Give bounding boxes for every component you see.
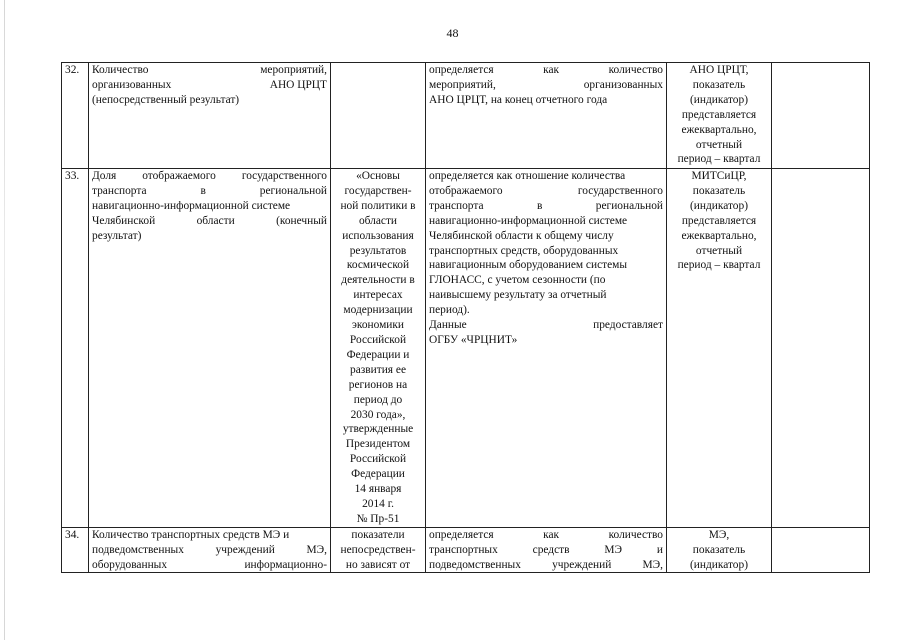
basis-cell bbox=[331, 527, 426, 573]
indicator-name-word: региональной bbox=[259, 184, 327, 197]
indicator-name-word: информационно- bbox=[244, 558, 327, 571]
basis-line: показатели bbox=[351, 528, 405, 541]
method-word: ГЛОНАСС, с учетом сезонности (по bbox=[429, 274, 606, 287]
indicator-name-word: транспорта bbox=[92, 184, 147, 197]
indicator-name-word: мероприятий, bbox=[260, 64, 327, 76]
method-word: и bbox=[656, 543, 663, 556]
indicator-name-line bbox=[92, 528, 327, 543]
method-word: транспорта bbox=[429, 199, 484, 212]
indicator-name-line bbox=[92, 63, 327, 78]
method-word: учреждений bbox=[552, 558, 612, 571]
basis-line: использования bbox=[342, 229, 414, 242]
indicator-name-word: в bbox=[200, 184, 206, 197]
method-word: АНО ЦРЦТ, на конец отчетного года bbox=[429, 93, 608, 106]
method-line bbox=[429, 199, 663, 214]
method-word: период). bbox=[429, 304, 470, 317]
method-line bbox=[429, 63, 663, 78]
basis-line: Федерации и bbox=[346, 348, 410, 361]
method-word: Челябинской области к общему числу bbox=[429, 229, 614, 242]
indicator-name-line bbox=[92, 214, 327, 229]
responsible-line: ежеквартально, bbox=[681, 123, 757, 136]
row-number: 33. bbox=[62, 169, 89, 528]
method-line bbox=[429, 169, 663, 184]
responsible-line: (индикатор) bbox=[689, 93, 748, 106]
responsible-line: представляется bbox=[681, 214, 757, 227]
method-line bbox=[429, 288, 663, 303]
basis-line: ной политики в bbox=[340, 199, 416, 212]
table-row bbox=[62, 527, 870, 573]
indicator-name-word: результат) bbox=[92, 229, 142, 242]
indicator-name-line bbox=[92, 184, 327, 199]
method-word: организованных bbox=[583, 78, 663, 91]
method-word: в bbox=[536, 199, 543, 212]
method-line bbox=[429, 214, 663, 229]
basis-line: космической bbox=[346, 259, 410, 272]
method-line bbox=[429, 303, 663, 318]
responsible-line: АНО ЦРЦТ, bbox=[689, 64, 749, 76]
responsible-line: период – квартал bbox=[677, 259, 761, 272]
indicator-name-cell bbox=[89, 63, 331, 169]
method-word: предоставляет bbox=[593, 319, 663, 332]
method-line bbox=[429, 273, 663, 288]
responsible-cell bbox=[667, 527, 772, 573]
basis-cell bbox=[331, 169, 426, 528]
basis-line: период до bbox=[353, 393, 403, 406]
method-word: государственного bbox=[577, 184, 663, 197]
table-row bbox=[62, 169, 870, 528]
basis-line: Российской bbox=[349, 333, 407, 346]
indicator-name-line bbox=[92, 558, 327, 573]
method-word: транспортных bbox=[429, 543, 498, 556]
empty-cell bbox=[772, 527, 870, 573]
responsible-cell bbox=[667, 63, 772, 169]
row-number: 34. bbox=[62, 527, 89, 573]
indicator-name-word: МЭ, bbox=[306, 543, 327, 556]
method-cell bbox=[426, 63, 667, 169]
basis-line: экономики bbox=[351, 319, 405, 332]
method-word: определяется как отношение количества bbox=[429, 170, 626, 182]
method-word: количество bbox=[608, 528, 663, 541]
basis-line: непосредствен- bbox=[340, 543, 416, 556]
basis-line: регионов на bbox=[348, 378, 408, 391]
responsible-cell bbox=[667, 169, 772, 528]
indicator-name-word: области bbox=[196, 214, 235, 227]
indicator-name-word: (непосредственный результат) bbox=[92, 93, 240, 106]
indicator-name-word: навигационно-информационной системе bbox=[92, 199, 291, 212]
responsible-line: представляется bbox=[681, 108, 757, 121]
method-line bbox=[429, 528, 663, 543]
method-line bbox=[429, 229, 663, 244]
responsible-line: МИТСиЦР, bbox=[691, 170, 747, 182]
method-word: как bbox=[543, 64, 560, 76]
basis-line: «Основы bbox=[356, 170, 400, 182]
method-cell bbox=[426, 527, 667, 573]
indicator-name-line bbox=[92, 543, 327, 558]
basis-line: 14 января bbox=[354, 483, 402, 496]
responsible-line: показатель bbox=[692, 543, 746, 556]
basis-line: деятельности в bbox=[341, 274, 415, 287]
method-line bbox=[429, 258, 663, 273]
indicators-table bbox=[61, 62, 870, 573]
basis-line: Федерации bbox=[351, 468, 405, 481]
responsible-line: отчетный bbox=[695, 244, 743, 257]
table-row bbox=[62, 63, 870, 169]
method-word: МЭ, bbox=[642, 558, 663, 571]
scan-edge-shadow bbox=[4, 0, 5, 640]
responsible-line: (индикатор) bbox=[689, 558, 748, 571]
basis-line: области bbox=[358, 214, 398, 227]
basis-line: интересах bbox=[353, 289, 403, 302]
method-line bbox=[429, 184, 663, 199]
indicator-name-line bbox=[92, 78, 327, 93]
method-word: наивысшему результату за отчетный bbox=[429, 289, 607, 302]
indicator-name-word: Количество bbox=[92, 64, 149, 76]
responsible-line: показатель bbox=[692, 78, 746, 91]
method-line bbox=[429, 93, 663, 108]
indicator-name-word: подведомственных bbox=[92, 543, 184, 556]
indicator-name-word: (конечный bbox=[276, 214, 327, 227]
method-word: мероприятий, bbox=[429, 78, 496, 91]
indicator-name-word: Челябинской bbox=[92, 214, 156, 227]
method-word: определяется bbox=[429, 528, 494, 541]
method-word: ОГБУ «ЧРЦНИТ» bbox=[429, 333, 518, 346]
basis-line: 2030 года», bbox=[350, 408, 406, 421]
indicator-name-word: организованных bbox=[92, 78, 172, 91]
indicator-name-word: Количество транспортных средств МЭ и bbox=[92, 528, 290, 541]
empty-cell bbox=[772, 169, 870, 528]
method-line bbox=[429, 333, 663, 348]
method-word: количество bbox=[608, 64, 663, 76]
indicator-name-word: учреждений bbox=[215, 543, 275, 556]
row-number: 32. bbox=[62, 63, 89, 169]
basis-line: государствен- bbox=[344, 184, 412, 197]
method-word: средств bbox=[532, 543, 570, 556]
responsible-line: МЭ, bbox=[708, 528, 730, 541]
indicator-name-line bbox=[92, 229, 327, 244]
basis-line: развития ее bbox=[350, 363, 406, 376]
indicator-name-word: Доля bbox=[92, 170, 117, 182]
method-word: определяется bbox=[429, 64, 494, 76]
basis-line: Российской bbox=[349, 453, 407, 466]
indicator-name-line bbox=[92, 93, 327, 108]
method-word: транспортных средств, оборудованных bbox=[429, 244, 619, 257]
method-word: навигационным оборудованием системы bbox=[429, 259, 628, 272]
responsible-line: период – квартал bbox=[677, 153, 761, 166]
page-number: 48 bbox=[446, 26, 459, 40]
indicator-name-cell bbox=[89, 527, 331, 573]
basis-line: утвержденные bbox=[342, 423, 414, 436]
method-cell bbox=[426, 169, 667, 528]
basis-line: № Пр-51 bbox=[356, 512, 400, 525]
method-line bbox=[429, 318, 663, 333]
indicator-name-word: государственного bbox=[241, 170, 327, 182]
indicator-name-line bbox=[92, 199, 327, 214]
method-word: подведомственных bbox=[429, 558, 521, 571]
method-word: МЭ bbox=[604, 543, 623, 556]
basis-line: но зависят от bbox=[345, 558, 411, 571]
responsible-line: ежеквартально, bbox=[681, 229, 757, 242]
basis-cell bbox=[331, 63, 426, 169]
basis-line: результатов bbox=[349, 244, 407, 257]
responsible-line: (индикатор) bbox=[689, 199, 748, 212]
method-word: как bbox=[543, 528, 560, 541]
method-word: региональной bbox=[595, 199, 663, 212]
method-line bbox=[429, 558, 663, 573]
indicator-name-line bbox=[92, 169, 327, 184]
indicator-name-word: АНО ЦРЦТ bbox=[269, 78, 327, 91]
indicator-name-word: оборудованных bbox=[92, 558, 168, 571]
basis-line: 2014 г. bbox=[362, 497, 394, 510]
method-word: навигационно-информационной системе bbox=[429, 214, 628, 227]
indicator-name-word: отображаемого bbox=[142, 170, 216, 182]
basis-line: модернизации bbox=[343, 304, 413, 317]
empty-cell bbox=[772, 63, 870, 169]
responsible-line: показатель bbox=[692, 184, 746, 197]
method-line bbox=[429, 543, 663, 558]
method-word: отображаемого bbox=[429, 184, 503, 197]
indicator-name-cell bbox=[89, 169, 331, 528]
basis-line: Президентом bbox=[345, 438, 411, 451]
responsible-line: отчетный bbox=[695, 138, 743, 151]
method-word: Данные bbox=[429, 319, 467, 332]
method-line bbox=[429, 244, 663, 259]
method-line bbox=[429, 78, 663, 93]
